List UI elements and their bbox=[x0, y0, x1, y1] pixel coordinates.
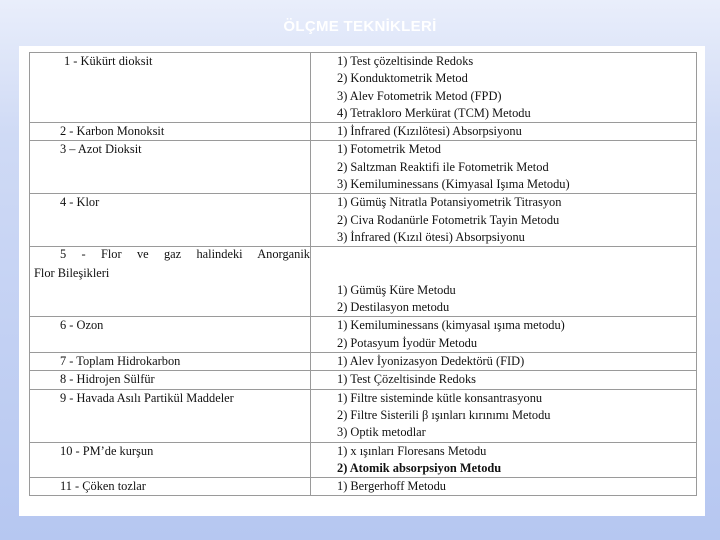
pollutant-cell bbox=[30, 478, 311, 496]
method-item-empty bbox=[337, 247, 696, 264]
pollutant-name: 2 - Karbon Monoksit bbox=[60, 124, 165, 139]
page-title: ÖLÇME TEKNİKLERİ bbox=[283, 18, 437, 35]
pollutant-cell bbox=[30, 371, 311, 389]
pollutant-cell bbox=[30, 123, 311, 141]
methods-cell bbox=[311, 123, 697, 141]
method-item: 1) Kemiluminessans (kimyasal ışıma metodu) bbox=[337, 318, 565, 333]
table-row bbox=[30, 478, 697, 496]
pollutant-cell bbox=[30, 53, 311, 123]
method-item: 1) Alev İyonizasyon Dedektörü (FID) bbox=[337, 354, 525, 369]
methods-cell bbox=[311, 442, 697, 478]
pollutant-cell bbox=[30, 247, 311, 317]
method-item: 1) İnfrared (Kızılötesi) Absorpsiyonu bbox=[337, 124, 522, 139]
method-item: 2) Civa Rodanürle Fotometrik Tayin Metodu bbox=[337, 212, 560, 227]
pollutant-name: 9 - Havada Asılı Partikül Maddeler bbox=[60, 390, 234, 405]
pollutant-name: 1 - Kükürt dioksit bbox=[64, 54, 153, 68]
method-item: 2) Potasyum İyodür Metodu bbox=[337, 335, 478, 350]
method-item: 1) Test Çözeltisinde Redoks bbox=[337, 372, 476, 387]
pollutant-cell bbox=[30, 389, 311, 442]
measurement-techniques-table bbox=[29, 52, 697, 496]
methods-cell bbox=[311, 194, 697, 247]
pollutant-name: 3 – Azot Dioksit bbox=[60, 142, 142, 157]
content-frame bbox=[19, 46, 705, 516]
method-item: 1) x ışınları Floresans Metodu bbox=[337, 443, 487, 458]
method-item: 1) Gümüş Küre Metodu bbox=[337, 282, 456, 297]
pollutant-name: 7 - Toplam Hidrokarbon bbox=[60, 354, 181, 369]
table-row bbox=[30, 53, 697, 123]
table-row bbox=[30, 353, 697, 371]
pollutant-cell bbox=[30, 141, 311, 194]
pollutant-name: 11 - Çöken tozlar bbox=[60, 479, 146, 494]
methods-cell bbox=[311, 353, 697, 371]
table-row bbox=[30, 247, 697, 317]
methods-cell bbox=[311, 389, 697, 442]
method-item: 1) Bergerhoff Metodu bbox=[337, 479, 446, 494]
method-item: 3) Optik metodlar bbox=[337, 425, 426, 440]
pollutant-name: 8 - Hidrojen Sülfür bbox=[60, 372, 155, 387]
method-item: 1) Test çözeltisinde Redoks bbox=[337, 54, 474, 68]
pollutant-name: 5 - Flor ve gaz halindeki Anorganik bbox=[60, 247, 310, 262]
table-row bbox=[30, 141, 697, 194]
pollutant-name: 10 - PM’de kurşun bbox=[60, 443, 154, 458]
methods-cell bbox=[311, 53, 697, 123]
methods-cell bbox=[311, 317, 697, 353]
pollutant-cell bbox=[30, 194, 311, 247]
method-item: 2) Saltzman Reaktifi ile Fotometrik Metod bbox=[337, 159, 549, 174]
methods-cell bbox=[311, 141, 697, 194]
pollutant-name: 6 - Ozon bbox=[60, 318, 104, 333]
table-row bbox=[30, 194, 697, 247]
pollutant-name-continued: Flor Bileşikleri bbox=[34, 265, 110, 280]
table-row bbox=[30, 317, 697, 353]
pollutant-name: 4 - Klor bbox=[60, 195, 100, 210]
method-item: 1) Gümüş Nitratla Potansiyometrik Titrasyon bbox=[337, 195, 562, 210]
method-item: 1) Filtre sisteminde kütle konsantrasyonu bbox=[337, 390, 543, 405]
method-item: 2) Konduktometrik Metod bbox=[337, 71, 468, 86]
method-item: 3) Kemiluminessans (Kimyasal Işıma Metodu) bbox=[337, 177, 570, 192]
method-item-empty bbox=[337, 265, 696, 282]
method-item: 3) Alev Fotometrik Metod (FPD) bbox=[337, 88, 502, 103]
method-item: 2) Destilasyon metodu bbox=[337, 300, 450, 315]
table-row bbox=[30, 389, 697, 442]
method-item-bold: 2) Atomik absorpsiyon Metodu bbox=[337, 460, 502, 475]
pollutant-cell bbox=[30, 317, 311, 353]
method-item: 1) Fotometrik Metod bbox=[337, 142, 441, 157]
methods-cell bbox=[311, 371, 697, 389]
method-item: 2) Filtre Sisterili β ışınları kırınımı Metodu bbox=[337, 407, 551, 422]
methods-cell bbox=[311, 247, 697, 317]
table-row bbox=[30, 371, 697, 389]
pollutant-cell bbox=[30, 353, 311, 371]
method-item: 4) Tetrakloro Merkürat (TCM) Metodu bbox=[337, 105, 531, 120]
table-row bbox=[30, 442, 697, 478]
pollutant-cell bbox=[30, 442, 311, 478]
methods-cell bbox=[311, 478, 697, 496]
table-row bbox=[30, 123, 697, 141]
method-item: 3) İnfrared (Kızıl ötesi) Absorpsiyonu bbox=[337, 229, 525, 244]
